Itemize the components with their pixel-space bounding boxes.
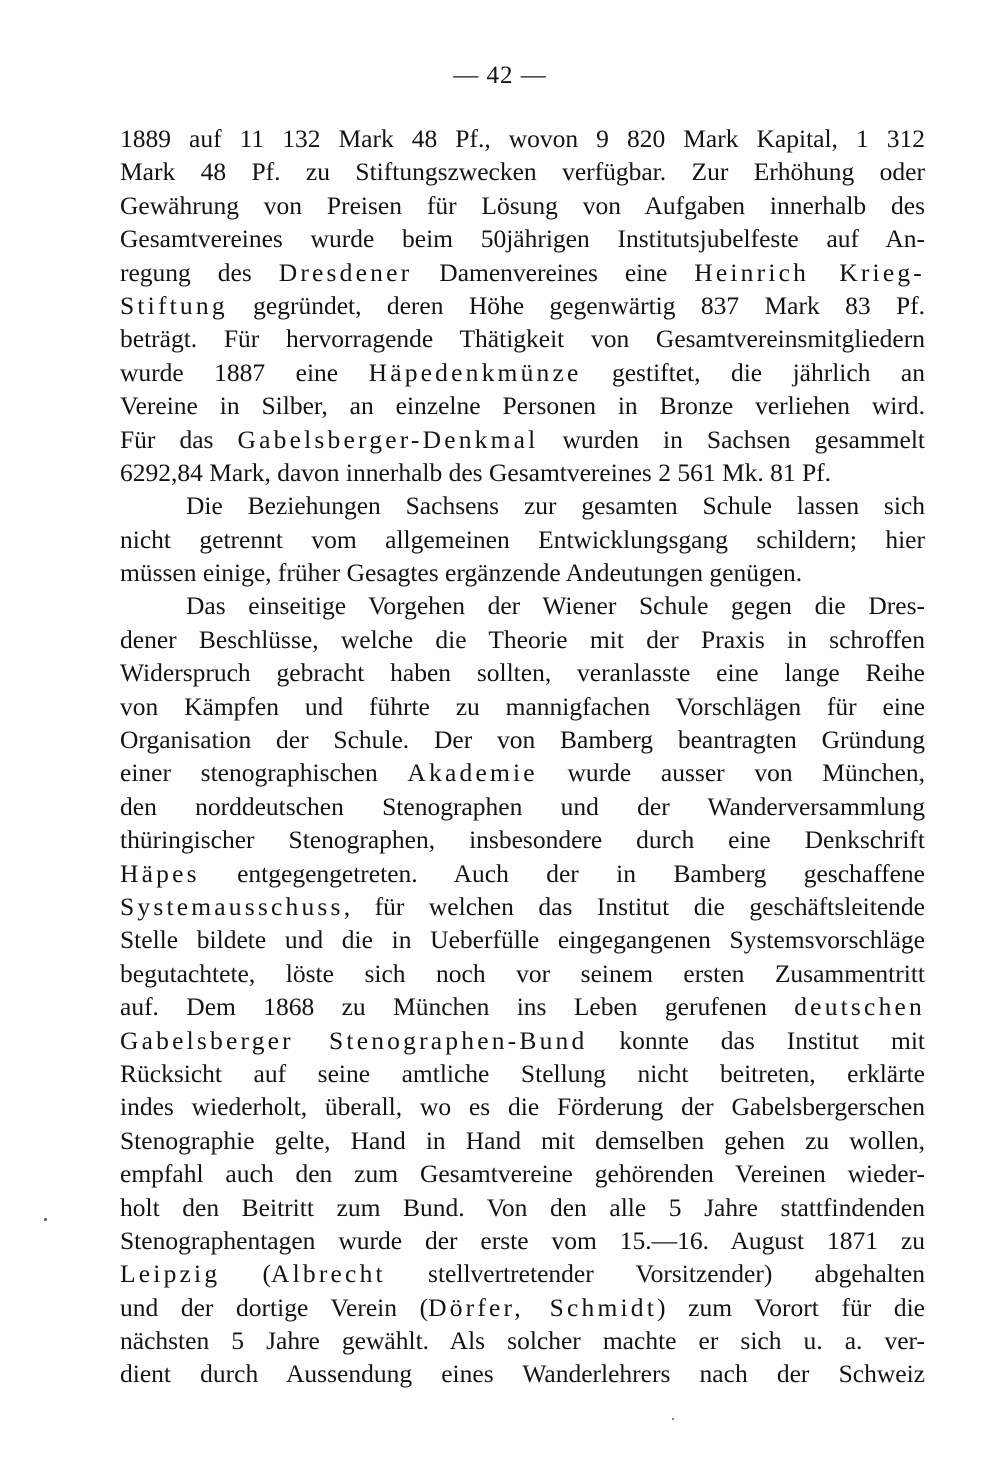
- text-line: Stenographentagen wurde der erste vom 15.—16. August 1871 zu: [120, 1225, 925, 1255]
- text-line: Mark 48 Pf. zu Stiftungszwecken verfügbar. Zur Erhöhung oder: [120, 157, 925, 187]
- text-line: einer stenographischen Akademie wurde ausser von München,: [120, 758, 925, 788]
- text-line: indes wiederholt, überall, wo es die Förderung der Gabelsbergerschen: [120, 1092, 925, 1122]
- paragraph: [120, 122, 925, 489]
- text-line: nächsten 5 Jahre gewählt. Als solcher machte er sich u. a. ver-: [120, 1326, 925, 1356]
- text-line: Gesamtvereines wurde beim 50jährigen Institutsjubelfeste auf An-: [120, 224, 925, 254]
- text-line: wurde 1887 eine Häpedenkmünze gestiftet, die jährlich an: [120, 357, 925, 387]
- text-line: Die Beziehungen Sachsens zur gesamten Schule lassen sich: [186, 491, 925, 521]
- spaced-emphasis: Dörfer, Schmidt: [428, 1292, 658, 1322]
- text-line: Leipzig (Albrecht stellvertretender Vorsitzender) abgehalten: [120, 1259, 925, 1289]
- spaced-emphasis: Stiftung: [120, 290, 228, 320]
- text-line: Rücksicht auf seine amtliche Stellung nicht beitreten, erklärte: [120, 1058, 925, 1088]
- text-line: thüringischer Stenographen, insbesondere durch eine Denkschrift: [120, 825, 925, 855]
- spaced-emphasis: Akademie: [407, 758, 538, 788]
- spaced-emphasis: Häpes: [120, 858, 200, 888]
- scan-speck: [44, 1218, 47, 1221]
- text-line: begutachtete, löste sich noch vor seinem ersten Zusammentritt: [120, 958, 925, 988]
- text-line: Stiftung gegründet, deren Höhe gegenwärtig 837 Mark 83 Pf.: [120, 290, 925, 320]
- text-line: Für das Gabelsberger-Denkmal wurden in Sachsen gesammelt: [120, 424, 925, 454]
- text-line: Stelle bildete und die in Ueberfülle eingegangenen Systemsvorschläge: [120, 925, 925, 955]
- spaced-emphasis: Leipzig: [120, 1259, 221, 1289]
- spaced-emphasis: Häpedenkmünze: [368, 357, 582, 387]
- text-line: nicht getrennt vom allgemeinen Entwicklungsgang schildern; hier: [120, 524, 925, 554]
- text-line: beträgt. Für hervorragende Thätigkeit von Gesamtvereinsmitgliedern: [120, 324, 925, 354]
- spaced-emphasis: Gabelsberger-Denkmal: [237, 424, 539, 454]
- page-number: — 42 —: [453, 62, 547, 89]
- text-line: müssen einige, früher Gesagtes ergänzende Andeutungen genügen.: [120, 558, 803, 588]
- spaced-emphasis: Systemausschuss: [120, 891, 344, 921]
- text-line: Häpes entgegengetreten. Auch der in Bamberg geschaffene: [120, 858, 925, 888]
- text-line: Vereine in Silber, an einzelne Personen in Bronze verliehen wird.: [120, 391, 925, 421]
- text-line: 6292,84 Mark, davon innerhalb des Gesamtvereines 2 561 Mk. 81 Pf.: [120, 457, 832, 487]
- text-line: 1889 auf 11 132 Mark 48 Pf., wovon 9 820 Mark Kapital, 1 312: [120, 124, 925, 153]
- body-text: [120, 122, 925, 1391]
- text-line: und der dortige Verein (Dörfer, Schmidt) zum Vorort für die: [120, 1292, 925, 1322]
- text-line: Widerspruch gebracht haben sollten, veranlasste eine lange Reihe: [120, 658, 925, 688]
- spaced-emphasis: deutschen: [794, 992, 925, 1022]
- text-line: empfahl auch den zum Gesamtvereine gehörenden Vereinen wieder-: [120, 1159, 925, 1189]
- text-line: von Kämpfen und führte zu mannigfachen Vorschlägen für eine: [120, 691, 925, 721]
- paragraph: [120, 489, 925, 589]
- text-line: Gewährung von Preisen für Lösung von Aufgaben innerhalb des: [120, 190, 925, 220]
- text-line: Systemausschuss, für welchen das Institut die geschäftsleitende: [120, 891, 925, 921]
- text-line: holt den Beitritt zum Bund. Von den alle 5 Jahre stattfindenden: [120, 1192, 925, 1222]
- text-line: Das einseitige Vorgehen der Wiener Schule gegen die Dres-: [186, 591, 925, 621]
- paragraph: [120, 589, 925, 1390]
- text-line: auf. Dem 1868 zu München ins Leben gerufenen deutschen: [120, 992, 925, 1022]
- text-line: Stenographie gelte, Hand in Hand mit demselben gehen zu wollen,: [120, 1125, 925, 1155]
- spaced-emphasis: Gabelsberger Stenographen-Bund: [120, 1025, 588, 1055]
- scan-speck: [672, 1418, 674, 1420]
- text-line: regung des Dresdener Damenvereines eine Heinrich Krieg-: [120, 257, 925, 287]
- text-line: Gabelsberger Stenographen-Bund konnte das Institut mit: [120, 1025, 925, 1055]
- text-line: dient durch Aussendung eines Wanderlehrers nach der Schweiz: [120, 1359, 925, 1389]
- spaced-emphasis: Dresdener: [278, 257, 413, 287]
- text-line: Organisation der Schule. Der von Bamberg beantragten Gründung: [120, 725, 925, 755]
- spaced-emphasis: Heinrich Krieg-: [694, 257, 925, 287]
- text-line: dener Beschlüsse, welche die Theorie mit der Praxis in schroffen: [120, 624, 925, 654]
- text-line: den norddeutschen Stenographen und der Wanderversammlung: [120, 791, 925, 821]
- spaced-emphasis: Albrecht: [271, 1259, 386, 1289]
